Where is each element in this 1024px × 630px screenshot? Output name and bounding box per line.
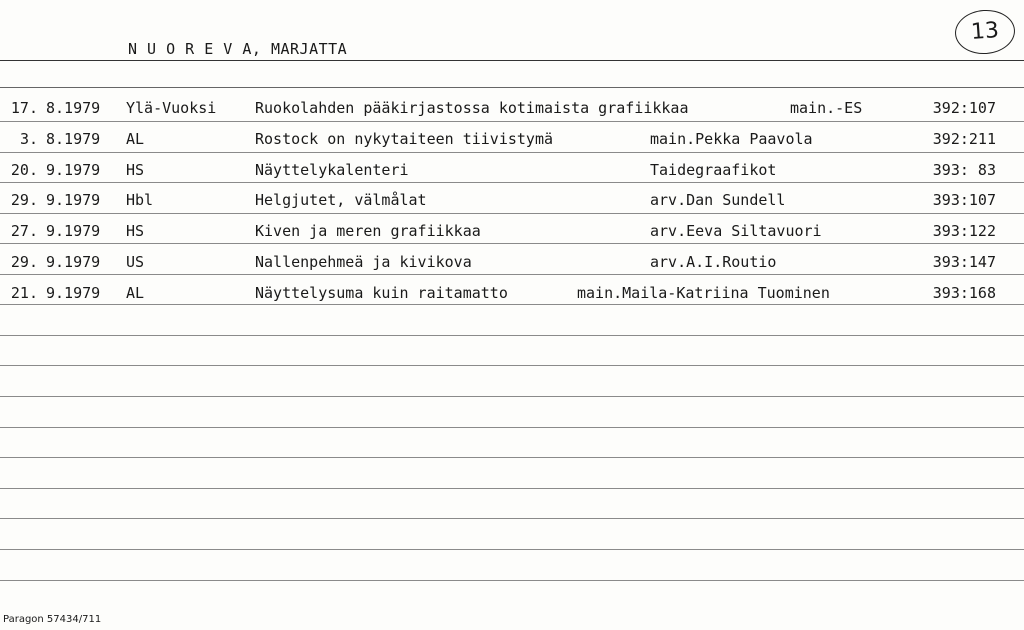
ruled-line	[0, 304, 1024, 305]
ruled-line	[0, 152, 1024, 153]
entry-author: arv.Eeva Siltavuori	[650, 222, 822, 240]
entry-ref: 393: 83	[932, 161, 996, 179]
entry-date: 8.1979	[46, 99, 101, 117]
ruled-line	[0, 488, 1024, 489]
entry-ref: 393:168	[932, 284, 996, 302]
ruled-line	[0, 335, 1024, 336]
entry-paper: HS	[126, 222, 145, 240]
header-rule-secondary	[0, 87, 1024, 88]
entry-title: Rostock on nykytaiteen tiivistymä	[255, 130, 554, 148]
entry-title: Näyttelykalenteri	[255, 161, 409, 179]
entry-paper: Hbl	[126, 191, 154, 209]
entry-date: 9.1979	[46, 161, 101, 179]
ruled-line	[0, 243, 1024, 244]
entry-paper: AL	[126, 130, 145, 148]
card-number: 13	[954, 8, 1017, 56]
entry-title: Nallenpehmeä ja kivikova	[255, 253, 472, 271]
entry-date: 9.1979	[46, 222, 101, 240]
ruled-line	[0, 274, 1024, 275]
entry-author: arv.Dan Sundell	[650, 191, 786, 209]
header-rule	[0, 60, 1024, 61]
entry-day: 21.	[10, 284, 38, 302]
entry-ref: 392:107	[932, 99, 996, 117]
entry-ref: 393:122	[932, 222, 996, 240]
entry-day: 20.	[10, 161, 38, 179]
ruled-line	[0, 518, 1024, 519]
entry-paper: Ylä-Vuoksi	[126, 99, 217, 117]
entry-date: 9.1979	[46, 253, 101, 271]
entry-paper: HS	[126, 161, 145, 179]
entry-day: 29.	[10, 191, 38, 209]
entry-title: Näyttelysuma kuin raitamatto	[255, 284, 508, 302]
entry-day: 27.	[10, 222, 38, 240]
ruled-line	[0, 549, 1024, 550]
ruled-line	[0, 365, 1024, 366]
entry-author: main.-ES	[790, 99, 863, 117]
entry-author: main.Maila-Katriina Tuominen	[577, 284, 830, 302]
card-entry	[0, 253, 1024, 279]
ruled-line	[0, 182, 1024, 183]
entry-date: 8.1979	[46, 130, 101, 148]
entry-author: arv.A.I.Routio	[650, 253, 777, 271]
ruled-line	[0, 396, 1024, 397]
card-entry	[0, 222, 1024, 248]
card-header-name: N U O R E V A, MARJATTA	[128, 40, 348, 58]
entry-day: 3.	[19, 130, 38, 148]
entry-author: main.Pekka Paavola	[650, 130, 813, 148]
card-entry	[0, 161, 1024, 187]
entry-author: Taidegraafikot	[650, 161, 777, 179]
entry-title: Ruokolahden pääkirjastossa kotimaista grafiikkaa	[255, 99, 689, 117]
entry-title: Kiven ja meren grafiikkaa	[255, 222, 481, 240]
ruled-line	[0, 213, 1024, 214]
ruled-line	[0, 121, 1024, 122]
card-footer-printer-mark: Paragon 57434/711	[3, 614, 102, 625]
entry-paper: AL	[126, 284, 145, 302]
entry-date: 9.1979	[46, 191, 101, 209]
ruled-line	[0, 427, 1024, 428]
ruled-line	[0, 457, 1024, 458]
card-entry	[0, 284, 1024, 310]
ruled-line	[0, 580, 1024, 581]
entry-day: 17.	[10, 99, 38, 117]
entry-date: 9.1979	[46, 284, 101, 302]
entry-ref: 393:147	[932, 253, 996, 271]
entry-ref: 392:211	[932, 130, 996, 148]
entry-title: Helgjutet, välmålat	[255, 191, 427, 209]
entry-day: 29.	[10, 253, 38, 271]
entry-ref: 393:107	[932, 191, 996, 209]
entry-paper: US	[126, 253, 145, 271]
